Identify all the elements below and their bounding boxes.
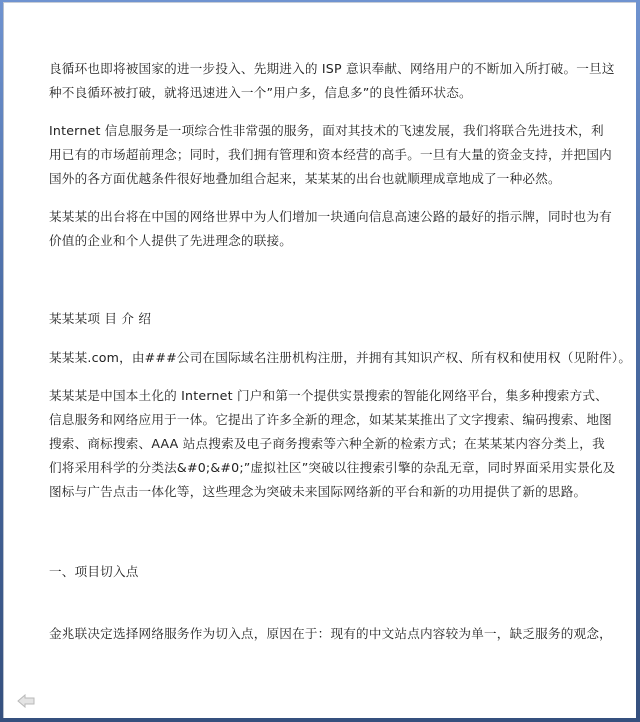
paragraph-internet-service-line: 国外的各方面优越条件很好地叠加组合起来，某某某的出台也就顺理成章地成了一种必然。	[49, 171, 561, 186]
paragraph-isp-line: 良循环也即将被国家的进一步投入、先期进入的 ISP 意识奉献、网络用户的不断加入所打破。一旦这	[49, 61, 615, 76]
section-heading-project-intro-line: 某某某项 目 介 绍	[49, 311, 152, 326]
paragraph-entry-point-line: 金兆联决定选择网络服务作为切入点，原因在于：现有的中文站点内容较为单一，缺乏服务的观念，	[49, 626, 612, 641]
back-arrow-icon[interactable]	[17, 694, 35, 708]
paragraph-portal-line: 某某某是中国本土化的 Internet 门户和第一个提供实景搜索的智能化网络平台，集多种搜索方式、	[49, 388, 608, 403]
paragraph-internet-service-line: Internet 信息服务是一项综合性非常强的服务，面对其技术的飞速发展，我们将联合先进技术，利	[49, 123, 604, 138]
paragraph-portal-line: 搜索、商标搜索、AAA 站点搜索及电子商务搜索等六种全新的检索方式；在某某某内容分类上，我	[49, 436, 605, 451]
paragraph-signpost-line: 价值的企业和个人提供了先进理念的联接。	[49, 233, 293, 248]
paragraph-domain-line: 某某某.com，由###公司在国际域名注册机构注册，并拥有其知识产权、所有权和使用权（见附件）。	[49, 350, 632, 365]
paragraph-signpost-line: 某某某的出台将在中国的网络世界中为人们增加一块通向信息高速公路的最好的指示牌，同时也为有	[49, 209, 612, 224]
paragraph-isp-line: 种不良循环被打破，就将迅速进入一个”用户多，信息多”的良性循环状态。	[49, 85, 472, 100]
paragraph-portal-line: 图标与广告点击一体化等，这些理念为突破未来国际网络新的平台和新的功用提供了新的思路。	[49, 484, 587, 499]
paragraph-internet-service-line: 用已有的市场超前理念；同时，我们拥有管理和资本经营的高手。一旦有大量的资金支持，并把国内	[49, 147, 612, 162]
paragraph-portal-line: 信息服务和网络应用于一体。它提出了许多全新的理念，如某某某推出了文字搜索、编码搜索、地图	[49, 412, 612, 427]
section-heading-entry-point-line: 一、项目切入点	[49, 564, 139, 579]
document-page	[3, 2, 636, 718]
paragraph-portal-line: 们将采用科学的分类法&#0;&#0;”虚拟社区”突破以往搜索引擎的杂乱无章，同时界面采用实景化及	[49, 460, 616, 475]
